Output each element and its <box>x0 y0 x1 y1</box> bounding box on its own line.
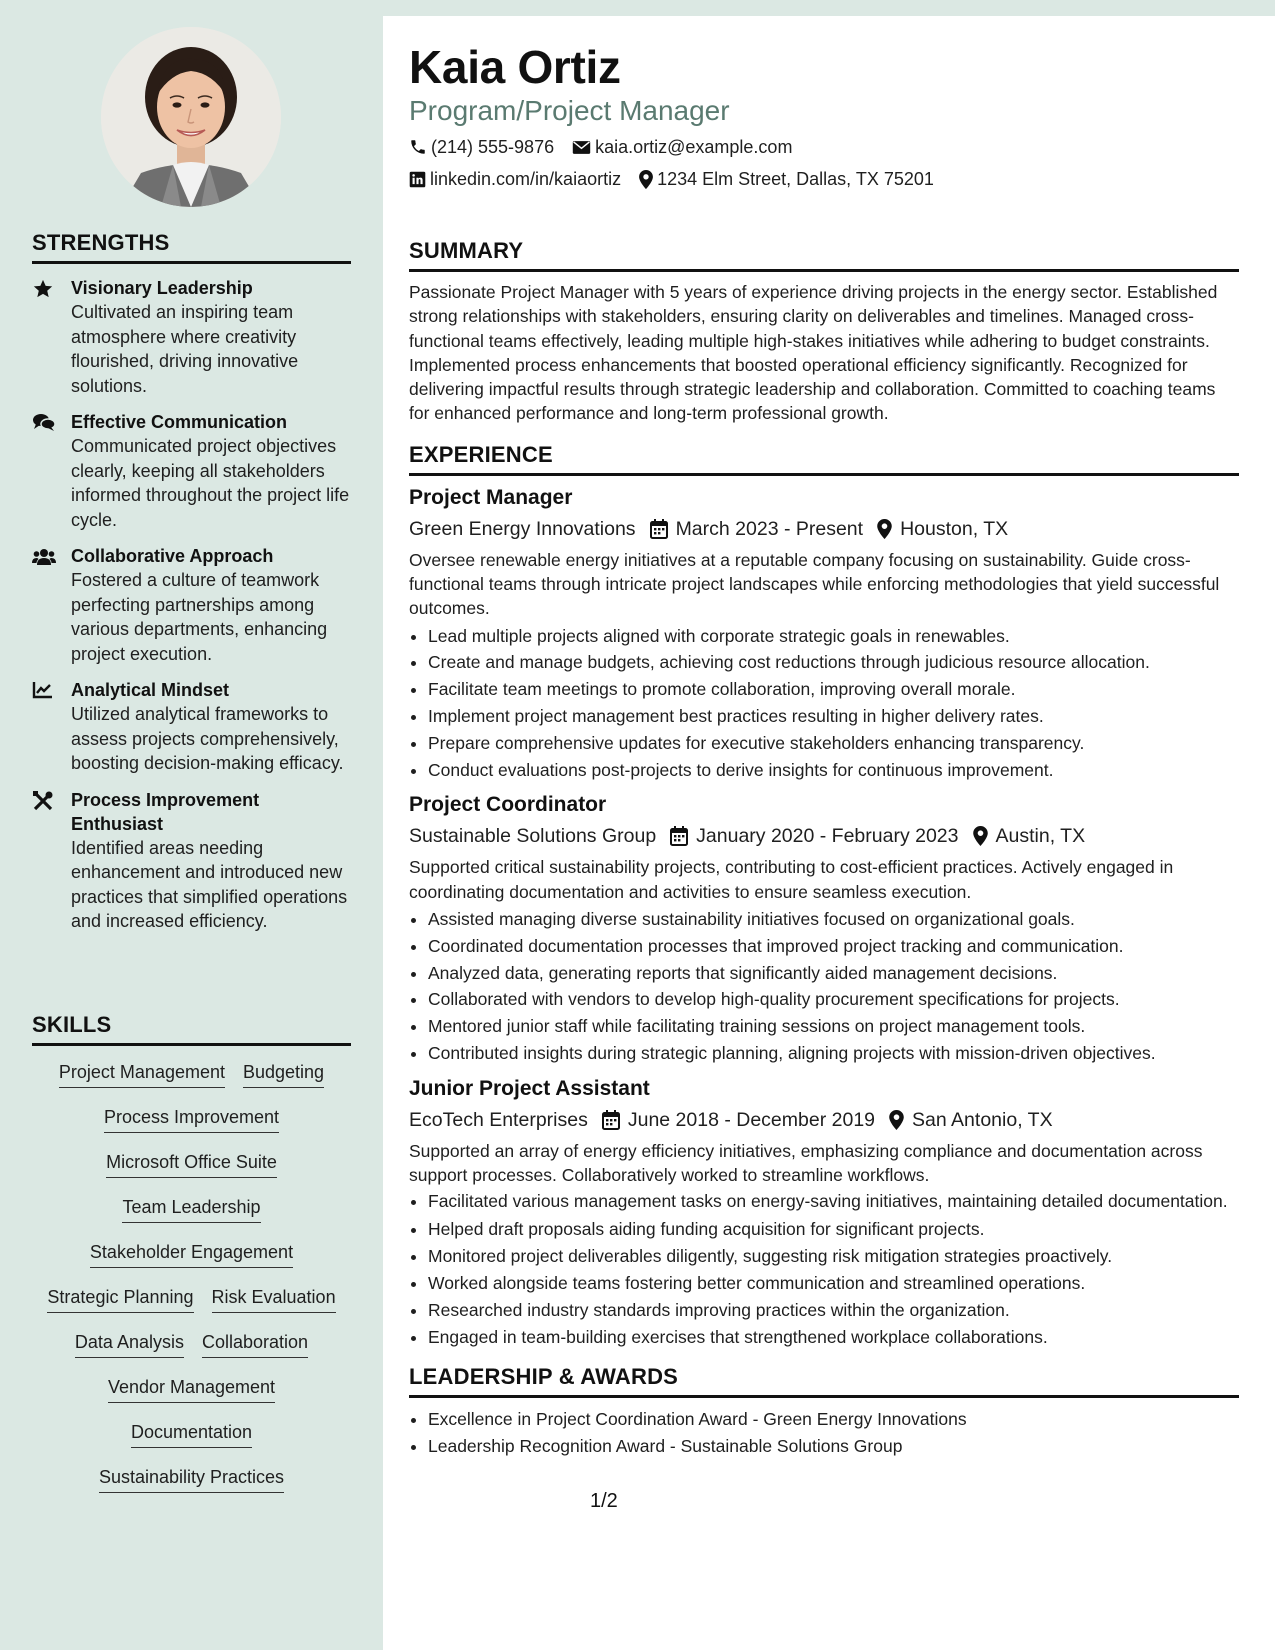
company-name: EcoTech Enterprises <box>409 1108 588 1131</box>
chart-line-icon <box>32 680 56 702</box>
job-bullets <box>409 906 1239 1067</box>
experience-title: EXPERIENCE <box>409 442 1239 476</box>
skill-row <box>32 1285 351 1330</box>
strength-title: Visionary Leadership <box>71 278 253 298</box>
skill-tag: Stakeholder Engagement <box>90 1240 293 1268</box>
strength-title: Collaborative Approach <box>71 546 274 566</box>
bullet-item: • Contributed insights during strategic planning, aligning projects with mission-driven objectives. <box>428 1040 1239 1067</box>
job-title: Project Coordinator <box>409 793 607 817</box>
strengths-section <box>32 230 351 934</box>
job-entry <box>409 1075 1239 1351</box>
sidebar <box>0 0 383 1650</box>
map-pin-icon <box>973 826 988 846</box>
candidate-role: Program/Project Manager <box>409 95 730 126</box>
company-name: Sustainable Solutions Group <box>409 825 657 848</box>
job-title: Junior Project Assistant <box>409 1076 650 1100</box>
phone-contact[interactable] <box>409 132 554 162</box>
skill-row <box>32 1105 351 1150</box>
avatar <box>101 27 281 207</box>
skill-tag: Sustainability Practices <box>99 1465 284 1493</box>
job-entry <box>409 484 1239 784</box>
bullet-item: • Conduct evaluations post-projects to derive insights for continuous improvement. <box>428 757 1239 784</box>
skill-row <box>32 1195 351 1240</box>
linkedin-contact[interactable] <box>409 164 621 194</box>
skill-tag: Process Improvement <box>104 1105 279 1133</box>
skill-tag: Budgeting <box>243 1060 324 1088</box>
strength-title: Effective Communication <box>71 412 288 432</box>
awards-title: LEADERSHIP & AWARDS <box>409 1364 1239 1398</box>
award-item: • Leadership Recognition Award - Sustainable Solutions Group <box>428 1433 1239 1460</box>
map-pin-icon <box>639 170 653 189</box>
strength-desc: Utilized analytical frameworks to assess projects comprehensively, boosting decision-making efficacy. <box>71 704 344 773</box>
address-text: 1234 Elm Street, Dallas, TX 75201 <box>657 169 934 189</box>
strength-item <box>32 678 351 776</box>
job-location: San Antonio, TX <box>912 1108 1053 1131</box>
bullet-item: • Collaborated with vendors to develop high-quality procurement specifications for projects. <box>428 986 1239 1013</box>
job-bullets <box>409 623 1239 784</box>
main-content <box>383 16 1275 1650</box>
linkedin-text: linkedin.com/in/kaiaortiz <box>430 169 622 189</box>
skill-row <box>32 1330 351 1375</box>
comments-icon <box>32 412 56 434</box>
skill-row <box>32 1420 351 1465</box>
candidate-name: Kaia Ortiz <box>409 41 621 93</box>
strength-desc: Identified areas needing enhancement and introduced new practices that simplified operations and increased efficiency. <box>71 837 348 931</box>
bullet-item: • Coordinated documentation processes that improved project tracking and communication. <box>428 933 1239 960</box>
tools-icon <box>32 790 56 812</box>
job-dates: June 2018 - December 2019 <box>627 1108 876 1131</box>
strength-item <box>32 788 351 934</box>
strength-desc: Communicated project objectives clearly, keeping all stakeholders informed throughout the project life cycle. <box>71 436 350 530</box>
job-description: Oversee renewable energy initiatives at a reputable company focusing on sustainability. Guide cross-functional teams through intricate project landscapes while enforcing methodologies that yield successful outcomes. <box>409 549 1220 619</box>
map-pin-icon <box>889 1110 904 1130</box>
skill-tag: Microsoft Office Suite <box>106 1150 277 1178</box>
bullet-item: • Prepare comprehensive updates for executive stakeholders enhancing transparency. <box>428 730 1239 757</box>
job-meta <box>409 1105 1239 1135</box>
skill-tag: Documentation <box>131 1420 252 1448</box>
bullet-item: • Facilitated various management tasks on energy-saving initiatives, maintaining detailed documentation. <box>428 1189 1239 1213</box>
bullet-item: • Create and manage budgets, achieving cost reductions through judicious resource allocation. <box>428 649 1239 676</box>
skill-tag: Team Leadership <box>122 1195 260 1223</box>
bullet-item: • Lead multiple projects aligned with corporate strategic goals in renewables. <box>428 623 1239 650</box>
job-title: Project Manager <box>409 485 573 509</box>
map-pin-icon <box>877 519 892 539</box>
linkedin-icon <box>409 171 426 188</box>
company-name: Green Energy Innovations <box>409 517 636 540</box>
calendar-icon <box>650 519 668 539</box>
contact-row <box>409 132 1239 162</box>
skill-tag: Collaboration <box>202 1330 308 1358</box>
bullet-item: • Analyzed data, generating reports that significantly aided management decisions. <box>428 960 1239 987</box>
strength-title: Process Improvement Enthusiast <box>71 789 260 834</box>
bullet-item: • Assisted managing diverse sustainability initiatives focused on organizational goals. <box>428 906 1239 933</box>
skill-tag: Data Analysis <box>75 1330 184 1358</box>
bullet-item: • Engaged in team-building exercises that strengthened workplace collaborations. <box>428 1324 1239 1351</box>
strength-desc: Fostered a culture of teamwork perfecting partnerships among various departments, enhancing project execution. <box>71 570 328 664</box>
job-location: Houston, TX <box>900 517 1009 540</box>
skill-row <box>32 1060 351 1105</box>
bullet-item: • Mentored junior staff while facilitating training sessions on project management tools. <box>428 1013 1239 1040</box>
email-contact[interactable] <box>572 132 792 162</box>
job-meta <box>409 821 1239 851</box>
skill-tag: Vendor Management <box>108 1375 275 1403</box>
skills-title: SKILLS <box>32 1012 351 1046</box>
skill-row <box>32 1240 351 1285</box>
job-dates: January 2020 - February 2023 <box>696 825 959 848</box>
strength-desc: Cultivated an inspiring team atmosphere where creativity flourished, driving innovative solutions. <box>71 302 299 396</box>
calendar-icon <box>602 1110 620 1130</box>
skills-list <box>32 1046 351 1510</box>
job-location: Austin, TX <box>995 825 1086 848</box>
bullet-item: • Worked alongside teams fostering better communication and streamlined operations. <box>428 1270 1239 1297</box>
calendar-icon <box>670 826 688 846</box>
skills-section <box>32 1012 351 1510</box>
envelope-icon <box>572 140 591 155</box>
star-icon <box>32 278 56 300</box>
email-text: kaia.ortiz@example.com <box>595 137 793 157</box>
job-description: Supported an array of energy efficiency initiatives, emphasizing compliance and documentation across support processes. Collaboratively worked to streamline workflows. <box>409 1140 1203 1186</box>
summary-title: SUMMARY <box>409 238 1239 272</box>
skill-tag: Project Management <box>59 1060 225 1088</box>
users-icon <box>32 546 56 568</box>
job-dates: March 2023 - Present <box>675 517 864 540</box>
strength-title: Analytical Mindset <box>71 680 230 700</box>
strength-item <box>32 410 351 532</box>
strengths-title: STRENGTHS <box>32 230 351 264</box>
bullet-item: • Researched industry standards improving practices within the organization. <box>428 1297 1239 1324</box>
phone-icon <box>409 138 427 156</box>
skill-tag: Strategic Planning <box>47 1285 193 1313</box>
contact-row <box>409 164 1239 194</box>
address-contact <box>639 164 934 194</box>
page-number: 1/2 <box>590 1490 618 1512</box>
awards-list <box>409 1406 1239 1460</box>
bullet-item: • Implement project management best practices resulting in higher delivery rates. <box>428 703 1239 730</box>
skill-row <box>32 1465 351 1510</box>
job-description: Supported critical sustainability projects, contributing to cost-efficient practices. Actively engaged in coordinating documentation and activities to ensure seamless execution. <box>409 857 1174 902</box>
skill-row <box>32 1150 351 1195</box>
strength-item <box>32 544 351 666</box>
job-meta <box>409 514 1239 544</box>
award-item: • Excellence in Project Coordination Award - Green Energy Innovations <box>428 1406 1239 1433</box>
skill-tag: Risk Evaluation <box>212 1285 336 1313</box>
bullet-item: • Monitored project deliverables diligently, suggesting risk mitigation strategies proactively. <box>428 1243 1239 1270</box>
job-bullets <box>409 1189 1239 1350</box>
bullet-item: • Helped draft proposals aiding funding acquisition for significant projects. <box>428 1216 1239 1243</box>
phone-text: (214) 555-9876 <box>431 137 555 157</box>
skill-row <box>32 1375 351 1420</box>
strength-item <box>32 276 351 398</box>
summary-text: Passionate Project Manager with 5 years of experience driving projects in the energy sector. Established strong relationships with stakeholders, ensuring clarity on deliverables and timelines. Managed cross-functional teams effectively, leading multiple high-stakes initiatives while adhering to budget constraints. Implemented process enhancements that boosted operational efficiency significantly. Recognized for delivering impactful results through strategic leadership and collaboration. Committed to coaching teams for enhanced performance and long-term professional growth. <box>409 282 1218 424</box>
bullet-item: • Facilitate team meetings to promote collaboration, improving overall morale. <box>428 676 1239 703</box>
job-entry <box>409 791 1239 1066</box>
